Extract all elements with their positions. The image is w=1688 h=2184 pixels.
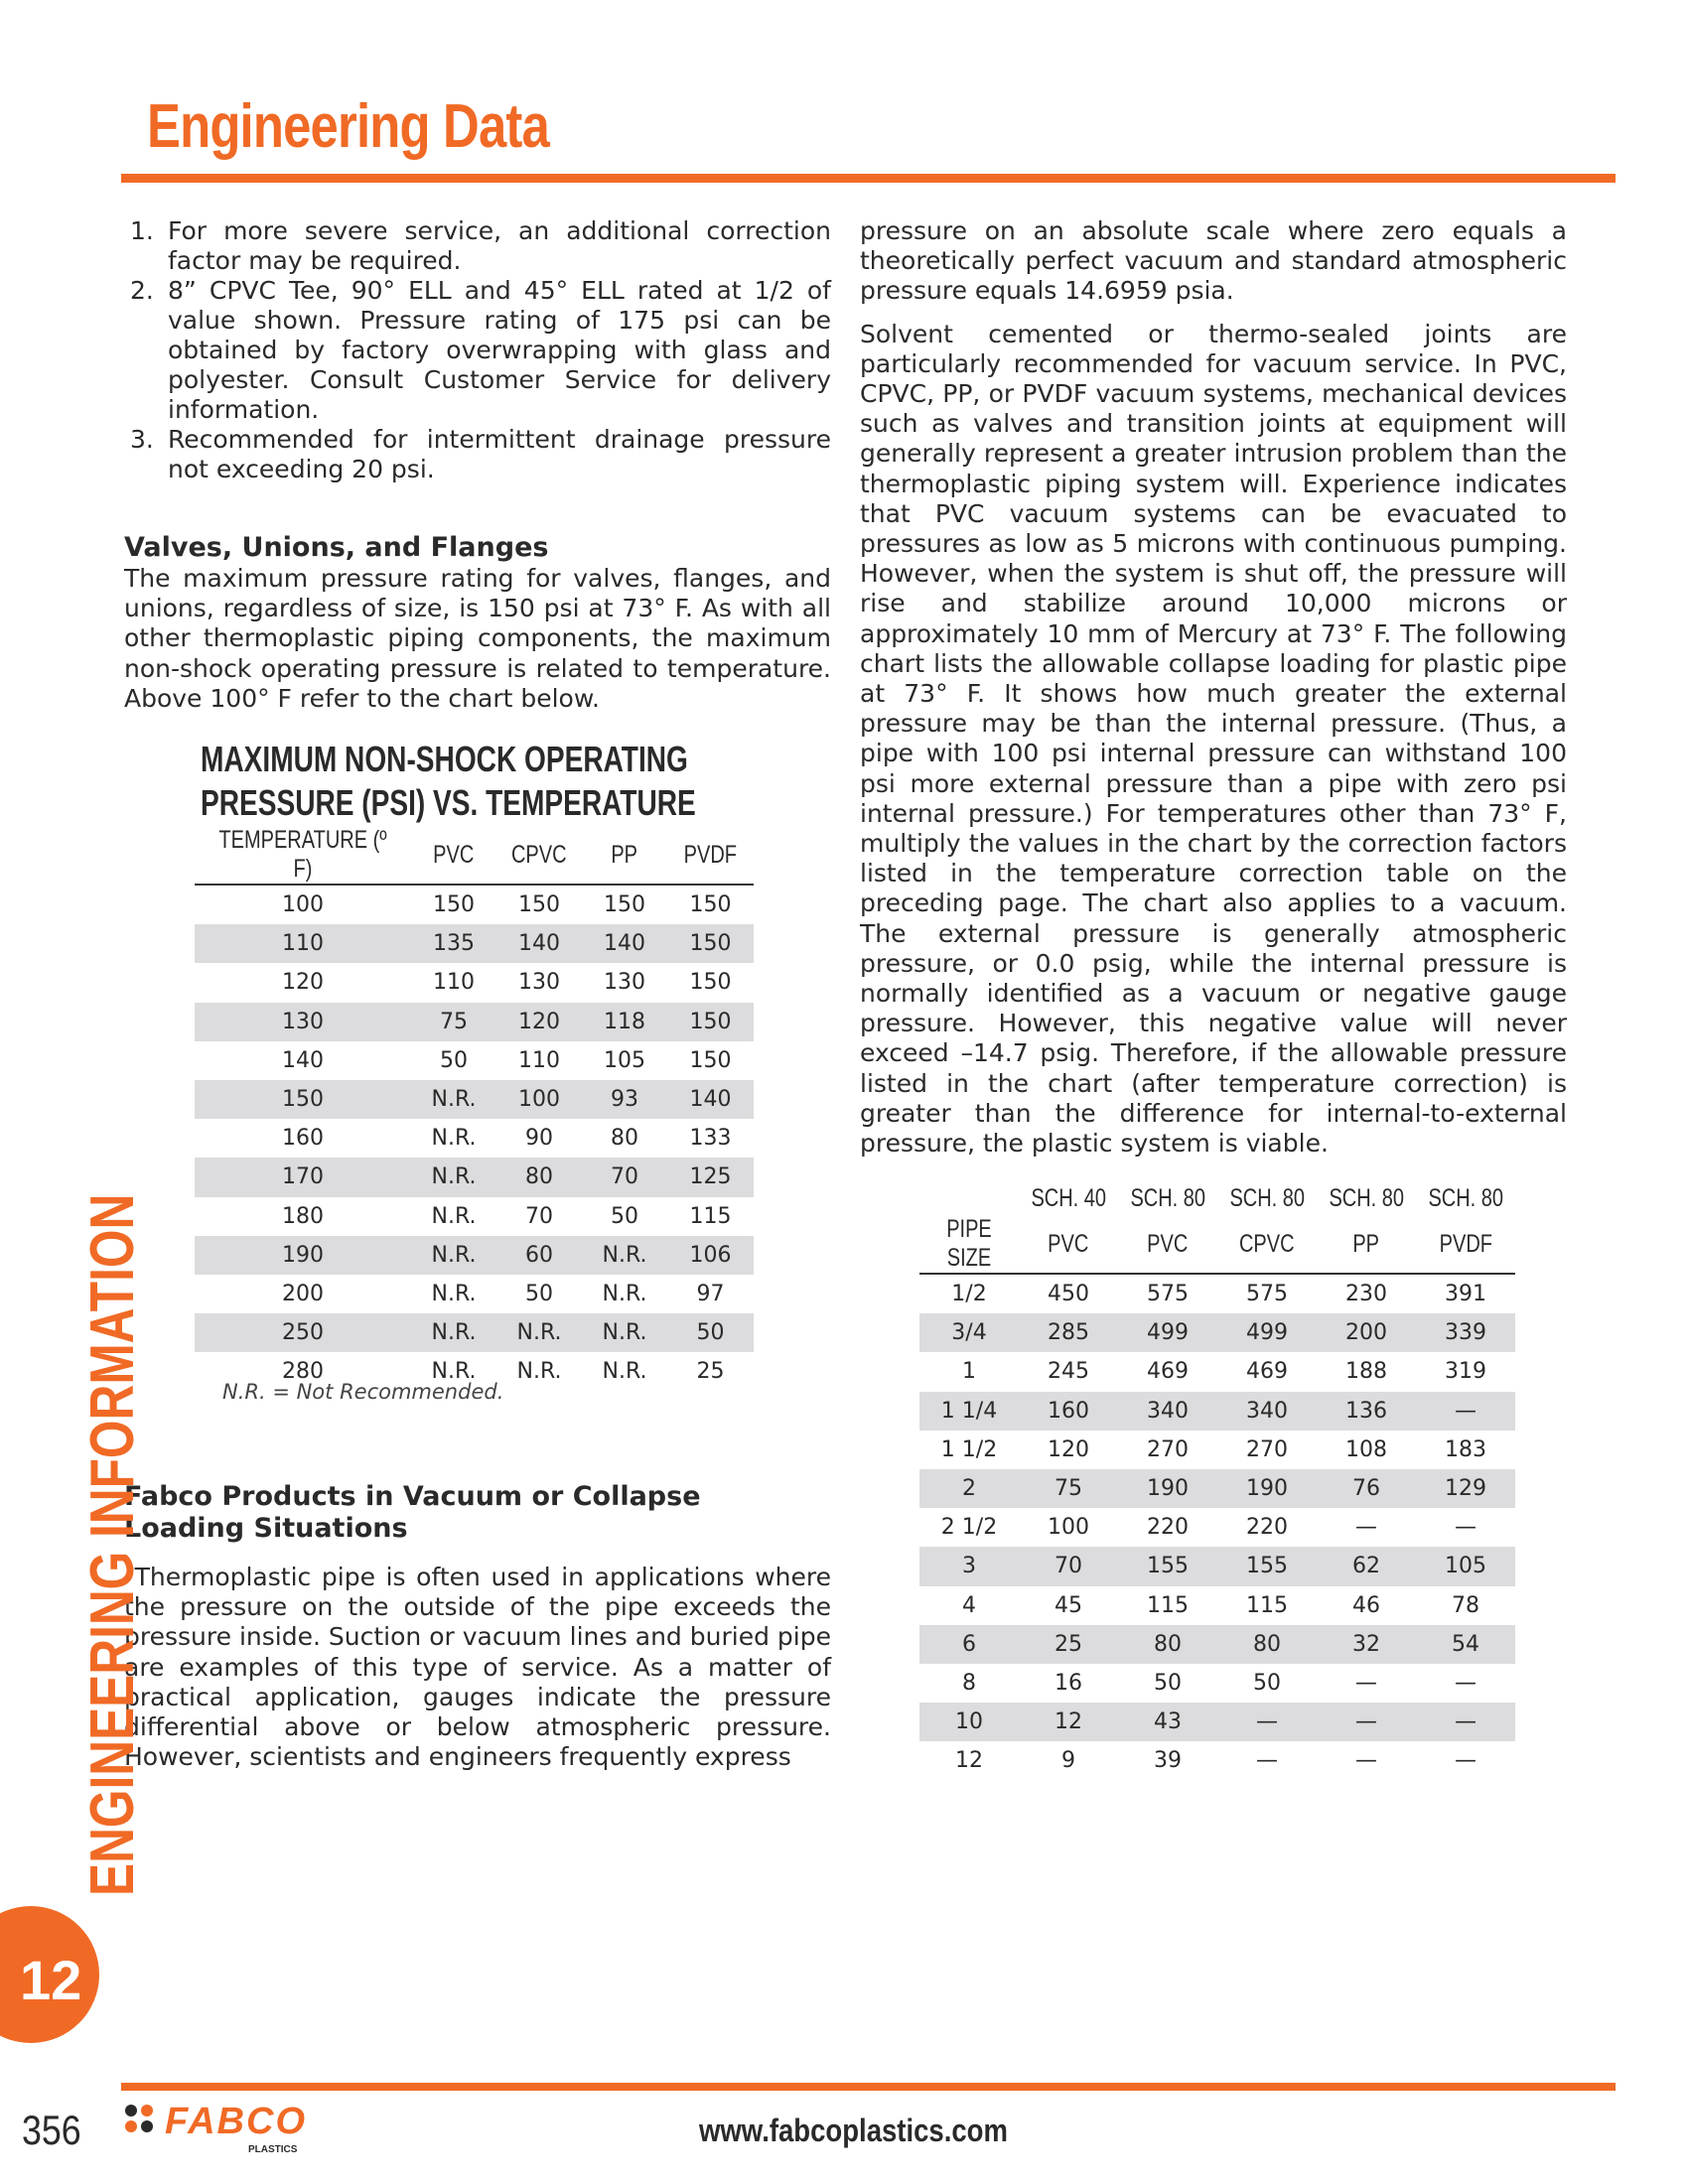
table-row: [919, 1586, 1515, 1625]
table-cell: 9: [1061, 1748, 1075, 1774]
table-cell: 150: [689, 892, 732, 918]
fabco-logo-icon: [121, 2103, 161, 2138]
table-row: [919, 1625, 1515, 1664]
table-row: [919, 1431, 1515, 1469]
table-cell: 25: [1019, 1625, 1118, 1664]
column-header: TEMPERATURE (º F): [218, 826, 387, 883]
table-cell: 129: [1416, 1469, 1515, 1508]
table-cell: N.R.: [431, 1281, 477, 1306]
pressure-table-title-line: PRESSURE (PSI) VS. TEMPERATURE: [201, 782, 696, 823]
table-cell: 1 1/2: [940, 1436, 998, 1462]
table-cell: 469: [1147, 1359, 1189, 1385]
table-cell: —: [1455, 1748, 1477, 1774]
table-cell: 190: [1118, 1469, 1217, 1508]
column-header: PP: [611, 840, 638, 869]
table-cell: 140: [667, 1080, 754, 1119]
table-cell: 250: [195, 1313, 411, 1352]
table-cell: —: [1455, 1670, 1477, 1696]
note-number: 3.: [130, 425, 154, 454]
table-cell: 130: [518, 970, 560, 996]
table-cell: 110: [433, 970, 475, 996]
table-cell: N.R.: [411, 1236, 496, 1275]
table-row: [195, 1119, 754, 1158]
table-row: [919, 1274, 1515, 1313]
table-cell: N.R.: [496, 1313, 582, 1352]
table-cell: 106: [667, 1236, 754, 1275]
table-cell: 220: [1147, 1515, 1189, 1541]
table-cell: 183: [1445, 1436, 1486, 1462]
table-cell: 136: [1317, 1392, 1416, 1431]
pressure-table-title: [201, 738, 696, 825]
table-cell: 97: [696, 1281, 725, 1306]
table-cell: 12: [1019, 1703, 1118, 1741]
table-cell: 115: [689, 1203, 732, 1229]
table-cell: 120: [282, 970, 324, 996]
table-row: [195, 1003, 754, 1041]
table-cell: 130: [195, 1003, 411, 1041]
table-cell: 50: [1253, 1670, 1281, 1696]
table-cell: 50: [440, 1047, 468, 1073]
note-text: For more severe service, an additional correction factor may be required.: [168, 216, 831, 275]
header-rule: [121, 174, 1616, 183]
note-text: 8” CPVC Tee, 90° ELL and 45° ELL rated at 1/2 of value shown. Pressure rating of 175 psi can be obtained by factory overwrapping with glass and polyester. Consult Customer Service for delivery information.: [168, 276, 831, 424]
table-cell: 280: [282, 1359, 324, 1385]
list-item: [124, 216, 831, 276]
table-cell: 1 1/4: [919, 1392, 1019, 1431]
table-cell: 76: [1317, 1469, 1416, 1508]
valves-body: The maximum pressure rating for valves, flanges, and unions, regardless of size, is 150 psi at 73° F. As with all other thermoplastic piping components, the maximum non-shock operating pressure is related to temperature. Above 100° F refer to the chart below.: [124, 564, 831, 713]
table-cell: 150: [667, 924, 754, 963]
table-row: [195, 1197, 754, 1236]
table-row: [195, 1236, 754, 1275]
table-cell: 140: [282, 1047, 324, 1073]
table-cell: 70: [582, 1158, 667, 1196]
table-cell: 135: [411, 924, 496, 963]
table-cell: 150: [604, 892, 645, 918]
table-cell: 2: [919, 1469, 1019, 1508]
column-header: SCH. 80: [1329, 1183, 1404, 1212]
table-cell: 100: [282, 892, 324, 918]
table-cell: 115: [1147, 1592, 1189, 1618]
table-cell: 105: [1416, 1547, 1515, 1585]
logo-subtext: PLASTICS: [248, 2144, 298, 2155]
table-cell: N.R.: [431, 1126, 477, 1152]
table-cell: N.R.: [602, 1359, 647, 1385]
table-row: [919, 1313, 1515, 1352]
column-header: CPVC: [1239, 1229, 1295, 1258]
footer-rule: [121, 2083, 1616, 2091]
table-cell: 100: [1048, 1515, 1089, 1541]
table-cell: 188: [1345, 1359, 1387, 1385]
table-cell: 133: [689, 1126, 732, 1152]
table-cell: 75: [411, 1003, 496, 1041]
table-cell: 469: [1246, 1359, 1288, 1385]
column-header: CPVC: [511, 840, 567, 869]
pressure-table-title-line: MAXIMUM NON-SHOCK OPERATING: [201, 739, 688, 779]
table-cell: 93: [582, 1080, 667, 1119]
vacuum-heading: Fabco Products in Vacuum or Collapse: [124, 1481, 701, 1512]
table-cell: 319: [1445, 1359, 1486, 1385]
table-cell: 39: [1154, 1748, 1182, 1774]
table-cell: 50: [1154, 1670, 1182, 1696]
table-cell: 150: [195, 1080, 411, 1119]
column-header: PVC: [1147, 1229, 1189, 1258]
vacuum-body-right-1: pressure on an absolute scale where zero equals a theoretically perfect vacuum and standard atmospheric pressure equals 14.6959 psia.: [860, 216, 1567, 306]
table-cell: 60: [496, 1236, 582, 1275]
table-cell: 3: [919, 1547, 1019, 1585]
table-row: [195, 1275, 754, 1313]
table-row: [195, 1158, 754, 1196]
table-cell: N.R.: [411, 1080, 496, 1119]
table-cell: 155: [1118, 1547, 1217, 1585]
table-cell: —: [1455, 1515, 1477, 1541]
vacuum-section: [124, 1481, 831, 1772]
table-cell: 4: [962, 1592, 976, 1618]
table-cell: 12: [955, 1748, 983, 1774]
table-cell: 150: [433, 892, 475, 918]
collapse-loading-table: [919, 1181, 1515, 1780]
table-cell: 180: [282, 1203, 324, 1229]
table-row: [919, 1508, 1515, 1547]
table-cell: 115: [1246, 1592, 1288, 1618]
column-header: PP: [1352, 1229, 1380, 1258]
table-cell: 46: [1352, 1592, 1380, 1618]
table-row: [195, 1313, 754, 1352]
column-header: PVDF: [683, 840, 738, 869]
table-footnote: N.R. = Not Recommended.: [222, 1380, 504, 1404]
website-url[interactable]: www.fabcoplastics.com: [699, 2113, 1008, 2148]
column-header: PIPE SIZE: [946, 1215, 992, 1272]
table-cell: —: [1355, 1748, 1377, 1774]
table-cell: 80: [611, 1126, 638, 1152]
table-row: [919, 1469, 1515, 1508]
table-cell: 32: [1317, 1625, 1416, 1664]
page-number: 356: [22, 2107, 81, 2153]
table-cell: —: [1416, 1392, 1515, 1431]
table-cell: 140: [496, 924, 582, 963]
table-cell: 391: [1445, 1282, 1486, 1307]
table-cell: 245: [1048, 1359, 1089, 1385]
table-cell: 108: [1345, 1436, 1387, 1462]
table-cell: 118: [582, 1003, 667, 1041]
table-cell: —: [1355, 1670, 1377, 1696]
table-cell: N.R.: [431, 1203, 477, 1229]
table-cell: N.R.: [582, 1236, 667, 1275]
table-cell: 105: [604, 1047, 645, 1073]
table-cell: 150: [689, 970, 732, 996]
table-cell: 120: [496, 1003, 582, 1041]
pressure-temperature-table: [195, 826, 754, 1391]
table-cell: 70: [525, 1203, 553, 1229]
table-cell: 160: [1019, 1392, 1118, 1431]
table-cell: 50: [667, 1313, 754, 1352]
list-item: [124, 276, 831, 425]
table-cell: 150: [518, 892, 560, 918]
table-cell: 43: [1118, 1703, 1217, 1741]
table-cell: 80: [496, 1158, 582, 1196]
table-cell: 90: [525, 1126, 553, 1152]
valves-heading: Valves, Unions, and Flanges: [124, 532, 549, 563]
table-cell: 54: [1416, 1625, 1515, 1664]
table-cell: 285: [1019, 1313, 1118, 1352]
table-cell: 200: [282, 1281, 324, 1306]
table-cell: N.R.: [411, 1313, 496, 1352]
table-cell: N.R.: [582, 1313, 667, 1352]
table-cell: —: [1355, 1515, 1377, 1541]
table-cell: —: [1256, 1748, 1278, 1774]
table-cell: 155: [1217, 1547, 1317, 1585]
table-cell: N.R.: [411, 1158, 496, 1196]
column-header: PVC: [1048, 1229, 1089, 1258]
table-cell: 499: [1118, 1313, 1217, 1352]
table-cell: 150: [689, 1047, 732, 1073]
right-column: [860, 216, 1567, 1159]
page-title: Engineering Data: [147, 92, 549, 161]
table-cell: —: [1416, 1703, 1515, 1741]
table-cell: 3/4: [919, 1313, 1019, 1352]
table-cell: 339: [1416, 1313, 1515, 1352]
table-cell: 75: [1019, 1469, 1118, 1508]
table-cell: 8: [962, 1670, 976, 1696]
table-cell: 200: [1317, 1313, 1416, 1352]
table-cell: 140: [582, 924, 667, 963]
table-cell: 190: [1217, 1469, 1317, 1508]
table-cell: 110: [195, 924, 411, 963]
table-cell: 100: [496, 1080, 582, 1119]
table-row: [195, 963, 754, 1002]
table-cell: 130: [604, 970, 645, 996]
note-number: 2.: [130, 276, 154, 305]
table-cell: —: [1317, 1703, 1416, 1741]
table-cell: 190: [195, 1236, 411, 1275]
table-cell: 80: [1118, 1625, 1217, 1664]
table-cell: 450: [1048, 1282, 1089, 1307]
table-cell: 340: [1217, 1392, 1317, 1431]
table-cell: 110: [518, 1047, 560, 1073]
table-cell: 270: [1246, 1436, 1288, 1462]
note-number: 1.: [130, 216, 154, 245]
table-cell: 220: [1246, 1515, 1288, 1541]
table-cell: 70: [1019, 1547, 1118, 1585]
section-side-label: [77, 1019, 148, 1896]
table-cell: 6: [919, 1625, 1019, 1664]
table-cell: 340: [1118, 1392, 1217, 1431]
table-cell: N.R.: [602, 1281, 647, 1306]
column-header: PVDF: [1439, 1229, 1492, 1258]
table-cell: 125: [667, 1158, 754, 1196]
table-row: [919, 1392, 1515, 1431]
table-cell: 78: [1452, 1592, 1479, 1618]
column-header: SCH. 40: [1031, 1183, 1106, 1212]
table-row: [195, 885, 754, 924]
table-row: [919, 1664, 1515, 1703]
vacuum-heading: Loading Situations: [124, 1513, 408, 1544]
table-cell: N.R.: [516, 1359, 562, 1385]
section-side-label-text: ENGINEERING INFORMATION: [78, 1193, 147, 1896]
table-cell: 16: [1055, 1670, 1082, 1696]
table-cell: —: [1217, 1703, 1317, 1741]
logo-wordmark: FABCO: [165, 2101, 307, 2142]
table-row: [919, 1741, 1515, 1780]
table-cell: 160: [282, 1126, 324, 1152]
table-cell: 575: [1147, 1282, 1189, 1307]
table-row: [195, 1080, 754, 1119]
table-cell: 50: [525, 1281, 553, 1306]
table-cell: 150: [667, 1003, 754, 1041]
list-item: [124, 425, 831, 484]
table-cell: 2 1/2: [940, 1515, 998, 1541]
table-cell: 270: [1147, 1436, 1189, 1462]
table-cell: 62: [1317, 1547, 1416, 1585]
table-row: [195, 1041, 754, 1080]
table-cell: 10: [919, 1703, 1019, 1741]
table-row: [919, 1703, 1515, 1741]
table-row: [195, 924, 754, 963]
table-cell: 230: [1345, 1282, 1387, 1307]
left-column: [124, 216, 831, 714]
note-text: Recommended for intermittent drainage pressure not exceeding 20 psi.: [168, 425, 831, 483]
table-cell: 50: [611, 1203, 638, 1229]
vacuum-body-left: Thermoplastic pipe is often used in applications where the pressure on the outside of the pipe exceeds the pressure inside. Suction or vacuum lines and buried pipe are examples of this type of service. As a matter of practical application, gauges indicate the pressure differential above or below atmospheric pressure. However, scientists and engineers frequently express: [124, 1563, 831, 1772]
column-header: PVC: [433, 840, 475, 869]
column-header: SCH. 80: [1229, 1183, 1305, 1212]
table-cell: 80: [1217, 1625, 1317, 1664]
table-cell: N.R.: [431, 1359, 477, 1385]
table-row: [919, 1352, 1515, 1391]
table-row: [919, 1547, 1515, 1585]
table-cell: 575: [1246, 1282, 1288, 1307]
table-cell: 170: [195, 1158, 411, 1196]
table-cell: 25: [696, 1359, 725, 1385]
notes-list: [124, 216, 831, 484]
table-cell: 1: [962, 1359, 976, 1385]
chapter-number: 12: [20, 1949, 82, 2011]
table-cell: 45: [1055, 1592, 1082, 1618]
column-header: SCH. 80: [1428, 1183, 1503, 1212]
table-cell: 499: [1217, 1313, 1317, 1352]
vacuum-body-right-2: Solvent cemented or thermo-sealed joints are particularly recommended for vacuum service. In PVC, CPVC, PP, or PVDF vacuum systems, mechanical devices such as valves and transition joints at equipment will generally represent a greater intrusion problem than the thermoplastic piping system will. Experience indicates that PVC vacuum systems can be evacuated to pressures as low as 5 microns with continuous pumping. However, when the system is shut off, the pressure will rise and stabilize around 10,000 microns or approximately 10 mm of Mercury at 73° F. The following chart lists the allowable collapse loading for plastic pipe at 73° F. It shows how much greater the external pressure may be than the internal pressure. (Thus, a pipe with 100 psi internal pressure can withstand 100 psi more external pressure than a pipe with zero psi internal pressure.) For temperatures other than 73° F, multiply the values in the chart by the correction factors listed in the temperature correction table on the preceding page. The chart also applies to a vacuum. The external pressure is generally atmospheric pressure, or 0.0 psig, while the internal pressure is normally identified as a vacuum or negative gauge pressure. However, this negative value will never exceed –14.7 psig. Therefore, if the allowable pressure listed in the chart (after temperature correction) is greater than the difference for internal-to-external pressure, the plastic system is viable.: [860, 319, 1567, 1159]
table-cell: 1/2: [951, 1282, 987, 1307]
table-cell: 120: [1048, 1436, 1089, 1462]
column-header: SCH. 80: [1130, 1183, 1205, 1212]
